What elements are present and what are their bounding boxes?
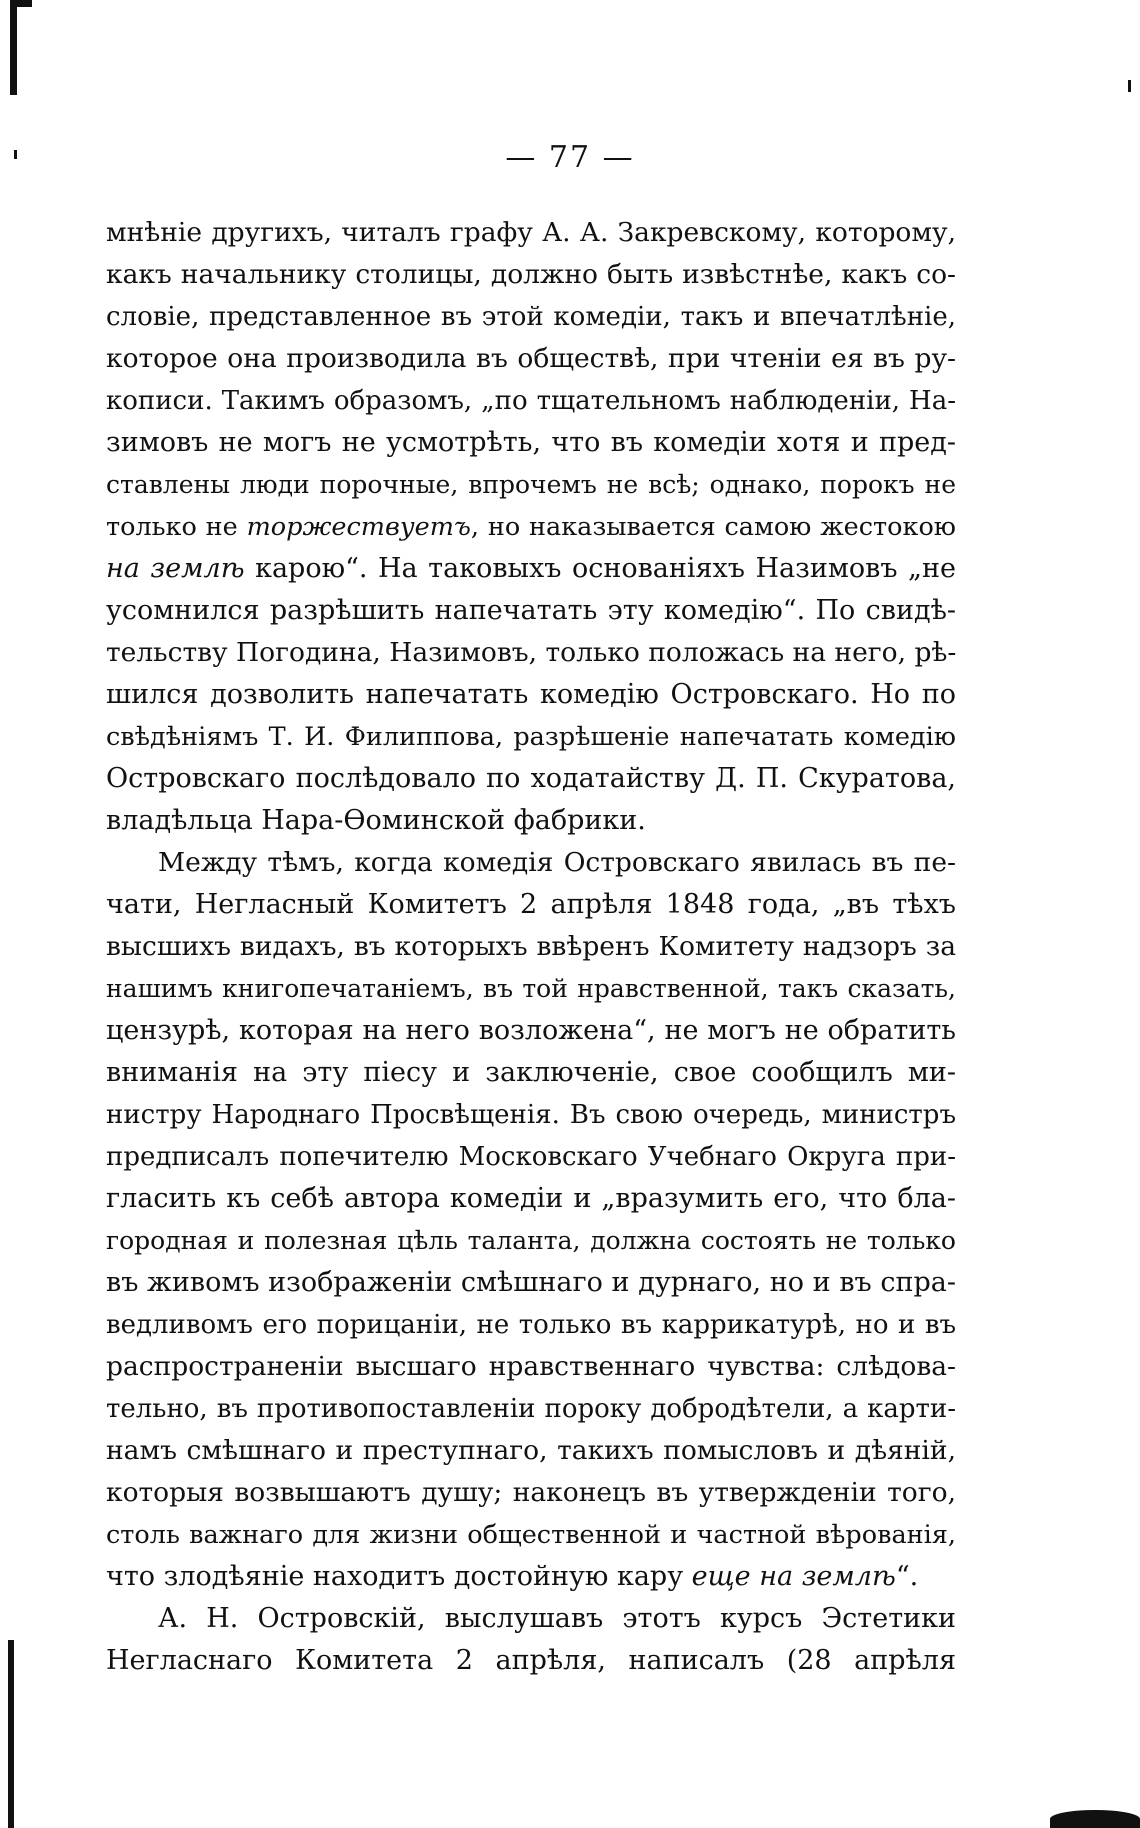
- text-line: вниманія на эту піесу и заключеніе, свое сообщилъ ми-: [106, 1057, 956, 1088]
- text-run: , но наказывается самою жестокою: [470, 512, 956, 542]
- text-line: распространеніи высшаго нравственнаго чувства: слѣдова-: [106, 1351, 956, 1382]
- text-line: высшихъ видахъ, въ которыхъ ввѣренъ Комитету надзоръ за: [106, 931, 956, 962]
- text-line: которое она производила въ обществѣ, при чтеніи ея въ ру-: [106, 343, 956, 374]
- text-line: зимовъ не могъ не усмотрѣть, что въ комедіи хотя и пред-: [106, 427, 956, 458]
- text-line: Между тѣмъ, когда комедія Островскаго явилась въ пе-: [158, 847, 956, 878]
- text-line: шился дозволить напечатать комедію Островскаго. Но по: [106, 679, 956, 710]
- text-line: А. Н. Островскій, выслушавъ этотъ курсъ Эстетики: [158, 1603, 956, 1634]
- text-run: что злодѣяніе находитъ достойную кару: [106, 1561, 692, 1592]
- italic-emphasis: торжествуетъ: [246, 512, 471, 542]
- text-line: словіе, представленное въ этой комедіи, такъ и впечатлѣніе,: [106, 302, 956, 332]
- text-run: “.: [895, 1561, 919, 1592]
- text-line: кописи. Такимъ образомъ, „по тщательномъ наблюденіи, На-: [106, 386, 956, 416]
- text-line: городная и полезная цѣль таланта, должна состоять не только: [106, 1226, 956, 1255]
- text-line: столь важнаго для жизни общественной и частной вѣрованія,: [106, 1520, 956, 1550]
- text-line: тельству Погодина, Назимовъ, только положась на него, рѣ-: [106, 637, 956, 668]
- scan-border-mark: [8, 1640, 14, 1828]
- text-line: чати, Негласный Комитетъ 2 апрѣля 1848 года, „въ тѣхъ: [106, 889, 956, 920]
- italic-emphasis: еще на землѣ: [691, 1561, 896, 1592]
- text-line: которыя возвышаютъ душу; наконецъ въ утвержденіи того,: [106, 1477, 956, 1508]
- page-number: — 77 —: [505, 140, 635, 175]
- text-line: тельно, въ противопоставленіи пороку добродѣтели, а карти-: [106, 1394, 956, 1424]
- text-line: мнѣніе другихъ, читалъ графу А. А. Закревскому, которому,: [106, 217, 956, 248]
- text-line: свѣдѣніямъ Т. И. Филиппова, разрѣшеніе напечатать комедію: [106, 722, 956, 752]
- text-line: гласить къ себѣ автора комедіи и „вразумить его, что бла-: [106, 1183, 956, 1214]
- text-line: цензурѣ, которая на него возложена“, не могъ не обратить: [106, 1015, 956, 1046]
- text-line: ведливомъ его порицаніи, не только въ каррикатурѣ, но и въ: [106, 1310, 956, 1340]
- scan-smudge: [1050, 1810, 1140, 1828]
- body-text: [106, 212, 956, 1682]
- text-line: Островскаго послѣдовало по ходатайству Д. П. Скуратова,: [106, 763, 956, 794]
- scan-border-mark: [10, 0, 32, 7]
- scan-border-mark: [10, 0, 17, 95]
- text-line: въ живомъ изображеніи смѣшнаго и дурнаго, но и въ спра-: [106, 1267, 956, 1298]
- text-run: только не: [106, 512, 247, 542]
- text-line: усомнился разрѣшить напечатать эту комедію“. По свидѣ-: [106, 595, 956, 626]
- text-run: карою“. На таковыхъ основаніяхъ Назимовъ „не: [244, 553, 956, 584]
- text-line: [106, 548, 956, 590]
- text-line: предписалъ попечителю Московскаго Учебнаго Округа при-: [106, 1142, 956, 1172]
- text-line: какъ начальнику столицы, должно быть извѣстнѣе, какъ со-: [106, 259, 956, 290]
- text-line: [106, 1556, 956, 1598]
- text-line: владѣльца Нара-Ѳоминской фабрики.: [106, 805, 646, 836]
- text-line: ставлены люди порочные, впрочемъ не всѣ; однако, порокъ не: [106, 470, 956, 499]
- text-line: Негласнаго Комитета 2 апрѣля, написалъ (28 апрѣля: [106, 1645, 956, 1676]
- italic-emphasis: на землѣ: [106, 553, 245, 584]
- text-line: нашимъ книгопечатаніемъ, въ той нравственной, такъ сказать,: [106, 974, 956, 1003]
- text-line: намъ смѣшнаго и преступнаго, такихъ помысловъ и дѣяній,: [106, 1435, 956, 1466]
- text-line: нистру Народнаго Просвѣщенія. Въ свою очередь, министръ: [106, 1100, 956, 1130]
- text-line: [106, 506, 956, 548]
- scan-speck: [1128, 80, 1131, 92]
